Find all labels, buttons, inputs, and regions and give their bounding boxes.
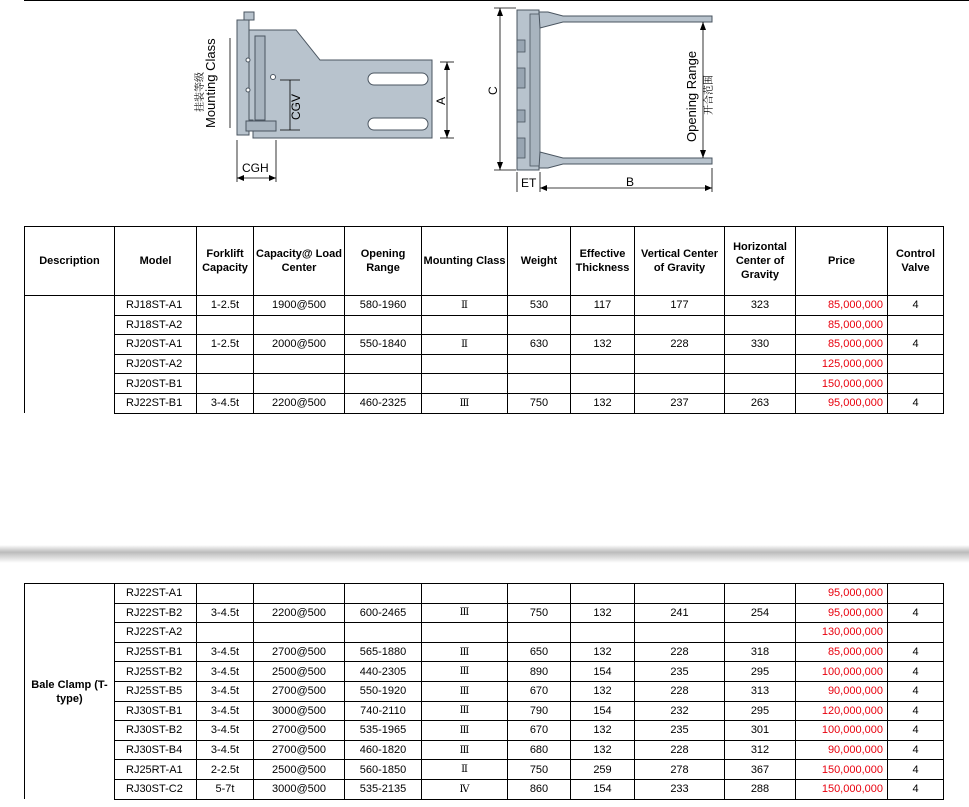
cell-horizontal-cog: 301: [725, 721, 796, 741]
cell-control-valve: 4: [888, 642, 944, 662]
cell-model: RJ25ST-B2: [115, 662, 197, 682]
cell-model: RJ20ST-A2: [115, 354, 197, 374]
cell-mounting-class: Ⅲ: [422, 393, 508, 413]
cell-effective-thickness: [571, 584, 635, 604]
cell-price: 90,000,000: [796, 740, 888, 760]
cell-forklift-capacity: 2-2.5t: [197, 760, 254, 780]
cell-weight: [508, 354, 571, 374]
header-description: Description: [25, 227, 115, 296]
cell-price: 150,000,000: [796, 374, 888, 394]
cell-forklift-capacity: 3-4.5t: [197, 701, 254, 721]
cell-effective-thickness: [571, 354, 635, 374]
cgh-label: CGH: [242, 161, 269, 175]
cell-mounting-class: Ⅳ: [422, 779, 508, 799]
cell-horizontal-cog: 313: [725, 681, 796, 701]
cell-horizontal-cog: 295: [725, 701, 796, 721]
cell-vertical-cog: [635, 374, 725, 394]
cell-control-valve: [888, 623, 944, 643]
b-label: B: [626, 175, 635, 189]
header-effective-thickness: Effective Thickness: [571, 227, 635, 296]
cell-effective-thickness: 132: [571, 335, 635, 355]
cell-control-valve: 4: [888, 701, 944, 721]
cell-horizontal-cog: 288: [725, 779, 796, 799]
table-row: [25, 662, 944, 682]
cell-forklift-capacity: [197, 584, 254, 604]
header-control-valve: Control Valve: [888, 227, 944, 296]
cell-mounting-class: Ⅱ: [422, 335, 508, 355]
cell-mounting-class: Ⅲ: [422, 681, 508, 701]
cell-capacity-load-center: 2700@500: [254, 740, 345, 760]
cell-price: 85,000,000: [796, 315, 888, 335]
cell-opening-range: 535-1965: [345, 721, 422, 741]
table-row: [25, 623, 944, 643]
cell-opening-range: 740-2110: [345, 701, 422, 721]
cell-vertical-cog: [635, 584, 725, 604]
cell-control-valve: 4: [888, 779, 944, 799]
cell-control-valve: [888, 374, 944, 394]
cell-vertical-cog: 232: [635, 701, 725, 721]
header-forklift-capacity: Forklift Capacity: [197, 227, 254, 296]
cell-horizontal-cog: 367: [725, 760, 796, 780]
cell-opening-range: 440-2305: [345, 662, 422, 682]
cell-control-valve: [888, 354, 944, 374]
section-separator: [0, 545, 969, 563]
cell-price: 85,000,000: [796, 642, 888, 662]
cell-forklift-capacity: 3-4.5t: [197, 393, 254, 413]
cell-horizontal-cog: 263: [725, 393, 796, 413]
cell-model: RJ30ST-B4: [115, 740, 197, 760]
cell-control-valve: 4: [888, 760, 944, 780]
cell-price: 150,000,000: [796, 760, 888, 780]
cell-mounting-class: Ⅱ: [422, 760, 508, 780]
cgv-label: CGV: [289, 93, 303, 120]
cell-model: RJ20ST-A1: [115, 335, 197, 355]
cell-control-valve: 4: [888, 603, 944, 623]
cell-capacity-load-center: 3000@500: [254, 779, 345, 799]
spec-table-top-body: [25, 296, 944, 414]
header-price: Price: [796, 227, 888, 296]
header-weight: Weight: [508, 227, 571, 296]
cell-mounting-class: [422, 623, 508, 643]
cell-mounting-class: [422, 315, 508, 335]
cell-capacity-load-center: 2700@500: [254, 681, 345, 701]
cell-vertical-cog: 228: [635, 740, 725, 760]
cell-control-valve: 4: [888, 681, 944, 701]
cell-weight: 750: [508, 603, 571, 623]
cell-mounting-class: [422, 584, 508, 604]
cell-control-valve: 4: [888, 740, 944, 760]
cell-weight: [508, 315, 571, 335]
cell-price: 120,000,000: [796, 701, 888, 721]
table-row: [25, 315, 944, 335]
cell-forklift-capacity: [197, 374, 254, 394]
cell-control-valve: 4: [888, 393, 944, 413]
cell-forklift-capacity: 3-4.5t: [197, 642, 254, 662]
cell-control-valve: 4: [888, 296, 944, 316]
table-row: [25, 721, 944, 741]
cell-effective-thickness: 132: [571, 603, 635, 623]
cell-opening-range: [345, 623, 422, 643]
description-cell: [25, 296, 115, 414]
cell-forklift-capacity: 1-2.5t: [197, 335, 254, 355]
cell-forklift-capacity: [197, 315, 254, 335]
cell-opening-range: [345, 354, 422, 374]
cell-weight: 670: [508, 721, 571, 741]
cell-vertical-cog: 228: [635, 642, 725, 662]
cell-model: RJ22ST-A1: [115, 584, 197, 604]
cell-forklift-capacity: 3-4.5t: [197, 603, 254, 623]
cell-vertical-cog: 235: [635, 721, 725, 741]
cell-capacity-load-center: 2700@500: [254, 721, 345, 741]
cell-opening-range: 460-2325: [345, 393, 422, 413]
cell-opening-range: 550-1840: [345, 335, 422, 355]
cell-effective-thickness: 154: [571, 701, 635, 721]
cell-mounting-class: Ⅲ: [422, 721, 508, 741]
cell-forklift-capacity: 3-4.5t: [197, 681, 254, 701]
cell-effective-thickness: 117: [571, 296, 635, 316]
cell-mounting-class: [422, 374, 508, 394]
header-vertical-cog: Vertical Center of Gravity: [635, 227, 725, 296]
spec-table-bottom-body: [25, 584, 944, 800]
cell-effective-thickness: 259: [571, 760, 635, 780]
cell-vertical-cog: [635, 315, 725, 335]
cell-control-valve: 4: [888, 335, 944, 355]
cell-model: RJ25ST-B5: [115, 681, 197, 701]
cell-opening-range: [345, 374, 422, 394]
header-opening-range: Opening Range: [345, 227, 422, 296]
cell-opening-range: 535-2135: [345, 779, 422, 799]
cell-weight: [508, 623, 571, 643]
cell-forklift-capacity: 3-4.5t: [197, 721, 254, 741]
cell-price: 95,000,000: [796, 584, 888, 604]
cell-capacity-load-center: 2700@500: [254, 642, 345, 662]
header-mounting-class: Mounting Class: [422, 227, 508, 296]
cell-horizontal-cog: 254: [725, 603, 796, 623]
cell-horizontal-cog: 323: [725, 296, 796, 316]
cell-control-valve: [888, 315, 944, 335]
table-row: [25, 603, 944, 623]
cell-model: RJ30ST-B1: [115, 701, 197, 721]
cell-opening-range: [345, 584, 422, 604]
cell-capacity-load-center: [254, 315, 345, 335]
cell-opening-range: 550-1920: [345, 681, 422, 701]
cell-vertical-cog: 228: [635, 335, 725, 355]
cell-price: 85,000,000: [796, 335, 888, 355]
cell-capacity-load-center: 2500@500: [254, 662, 345, 682]
technical-diagrams: [0, 0, 969, 210]
cell-vertical-cog: 177: [635, 296, 725, 316]
cell-opening-range: 600-2465: [345, 603, 422, 623]
cell-mounting-class: Ⅲ: [422, 740, 508, 760]
cell-mounting-class: Ⅲ: [422, 701, 508, 721]
c-label: C: [486, 86, 500, 95]
cell-effective-thickness: 132: [571, 740, 635, 760]
cell-model: RJ22ST-B1: [115, 393, 197, 413]
cell-opening-range: 565-1880: [345, 642, 422, 662]
header-capacity-load-center: Capacity@ Load Center: [254, 227, 345, 296]
cell-effective-thickness: 154: [571, 779, 635, 799]
cell-weight: 860: [508, 779, 571, 799]
cell-mounting-class: Ⅱ: [422, 296, 508, 316]
cell-model: RJ22ST-B2: [115, 603, 197, 623]
cell-weight: 790: [508, 701, 571, 721]
cell-forklift-capacity: 3-4.5t: [197, 662, 254, 682]
cell-vertical-cog: [635, 354, 725, 374]
cell-effective-thickness: [571, 623, 635, 643]
cell-horizontal-cog: [725, 315, 796, 335]
header-model: Model: [115, 227, 197, 296]
cell-weight: 670: [508, 681, 571, 701]
cell-forklift-capacity: [197, 354, 254, 374]
cell-price: 95,000,000: [796, 393, 888, 413]
spec-table-bottom: [24, 583, 944, 800]
cell-mounting-class: Ⅲ: [422, 662, 508, 682]
cell-vertical-cog: 228: [635, 681, 725, 701]
table-row: [25, 642, 944, 662]
cell-opening-range: 460-1820: [345, 740, 422, 760]
header-horizontal-cog: Horizontal Center of Gravity: [725, 227, 796, 296]
cell-capacity-load-center: 2000@500: [254, 335, 345, 355]
cell-weight: [508, 374, 571, 394]
cell-weight: 750: [508, 760, 571, 780]
table-row: [25, 584, 944, 604]
table-row: [25, 393, 944, 413]
cell-effective-thickness: 132: [571, 721, 635, 741]
cell-vertical-cog: 278: [635, 760, 725, 780]
cell-weight: 890: [508, 662, 571, 682]
cell-horizontal-cog: 312: [725, 740, 796, 760]
cell-mounting-class: Ⅲ: [422, 642, 508, 662]
cell-horizontal-cog: [725, 584, 796, 604]
cell-horizontal-cog: 295: [725, 662, 796, 682]
cell-weight: 530: [508, 296, 571, 316]
side-view-diagram: [230, 12, 454, 182]
cell-capacity-load-center: [254, 354, 345, 374]
cell-price: 100,000,000: [796, 662, 888, 682]
cell-effective-thickness: [571, 315, 635, 335]
cell-capacity-load-center: 2200@500: [254, 393, 345, 413]
cell-opening-range: [345, 315, 422, 335]
table-row: [25, 681, 944, 701]
cell-model: RJ18ST-A2: [115, 315, 197, 335]
cell-model: RJ22ST-A2: [115, 623, 197, 643]
cell-capacity-load-center: 1900@500: [254, 296, 345, 316]
opening-range-label: Opening Range: [684, 50, 699, 142]
cell-price: 90,000,000: [796, 681, 888, 701]
cell-effective-thickness: 132: [571, 681, 635, 701]
cell-effective-thickness: [571, 374, 635, 394]
cell-vertical-cog: 241: [635, 603, 725, 623]
cell-vertical-cog: [635, 623, 725, 643]
cell-price: 95,000,000: [796, 603, 888, 623]
table-row: [25, 296, 944, 316]
table-row: [25, 701, 944, 721]
cell-control-valve: 4: [888, 662, 944, 682]
cell-capacity-load-center: [254, 374, 345, 394]
opening-range-cn-label: 开合范围: [704, 75, 715, 115]
table-header-row: [25, 227, 944, 296]
spec-table-top: [24, 226, 944, 414]
cell-price: 130,000,000: [796, 623, 888, 643]
cell-effective-thickness: 154: [571, 662, 635, 682]
et-label: ET: [521, 176, 537, 190]
cell-model: RJ30ST-B2: [115, 721, 197, 741]
cell-capacity-load-center: [254, 623, 345, 643]
cell-vertical-cog: 237: [635, 393, 725, 413]
cell-capacity-load-center: 2200@500: [254, 603, 345, 623]
table-row: [25, 335, 944, 355]
cell-mounting-class: Ⅲ: [422, 603, 508, 623]
cell-forklift-capacity: 1-2.5t: [197, 296, 254, 316]
cell-control-valve: [888, 584, 944, 604]
cell-weight: 750: [508, 393, 571, 413]
cell-model: RJ25ST-B1: [115, 642, 197, 662]
cell-opening-range: 560-1850: [345, 760, 422, 780]
cell-price: 100,000,000: [796, 721, 888, 741]
cell-effective-thickness: 132: [571, 393, 635, 413]
cell-control-valve: 4: [888, 721, 944, 741]
table-row: [25, 354, 944, 374]
cell-price: 85,000,000: [796, 296, 888, 316]
cell-model: RJ30ST-C2: [115, 779, 197, 799]
cell-opening-range: 580-1960: [345, 296, 422, 316]
a-label: A: [434, 96, 448, 105]
cell-capacity-load-center: 2500@500: [254, 760, 345, 780]
cell-horizontal-cog: [725, 374, 796, 394]
table-row: [25, 760, 944, 780]
cell-vertical-cog: 233: [635, 779, 725, 799]
cell-price: 125,000,000: [796, 354, 888, 374]
cell-model: RJ18ST-A1: [115, 296, 197, 316]
cell-weight: [508, 584, 571, 604]
description-cell: Bale Clamp (T-type): [25, 584, 115, 800]
cell-capacity-load-center: 3000@500: [254, 701, 345, 721]
cell-horizontal-cog: 330: [725, 335, 796, 355]
cell-weight: 650: [508, 642, 571, 662]
table-row: [25, 779, 944, 799]
cell-model: RJ20ST-B1: [115, 374, 197, 394]
cell-mounting-class: [422, 354, 508, 374]
cell-forklift-capacity: [197, 623, 254, 643]
cell-horizontal-cog: [725, 623, 796, 643]
cell-weight: 630: [508, 335, 571, 355]
cell-forklift-capacity: 3-4.5t: [197, 740, 254, 760]
cell-horizontal-cog: 318: [725, 642, 796, 662]
table-row: [25, 740, 944, 760]
mounting-class-label: Mounting Class: [203, 38, 218, 128]
top-view-diagram: [494, 8, 712, 192]
cell-price: 150,000,000: [796, 779, 888, 799]
cell-effective-thickness: 132: [571, 642, 635, 662]
mounting-class-cn-label: 挂装等级: [195, 72, 206, 112]
cell-model: RJ25RT-A1: [115, 760, 197, 780]
cell-weight: 680: [508, 740, 571, 760]
cell-forklift-capacity: 5-7t: [197, 779, 254, 799]
table-row: [25, 374, 944, 394]
cell-capacity-load-center: [254, 584, 345, 604]
cell-vertical-cog: 235: [635, 662, 725, 682]
cell-horizontal-cog: [725, 354, 796, 374]
